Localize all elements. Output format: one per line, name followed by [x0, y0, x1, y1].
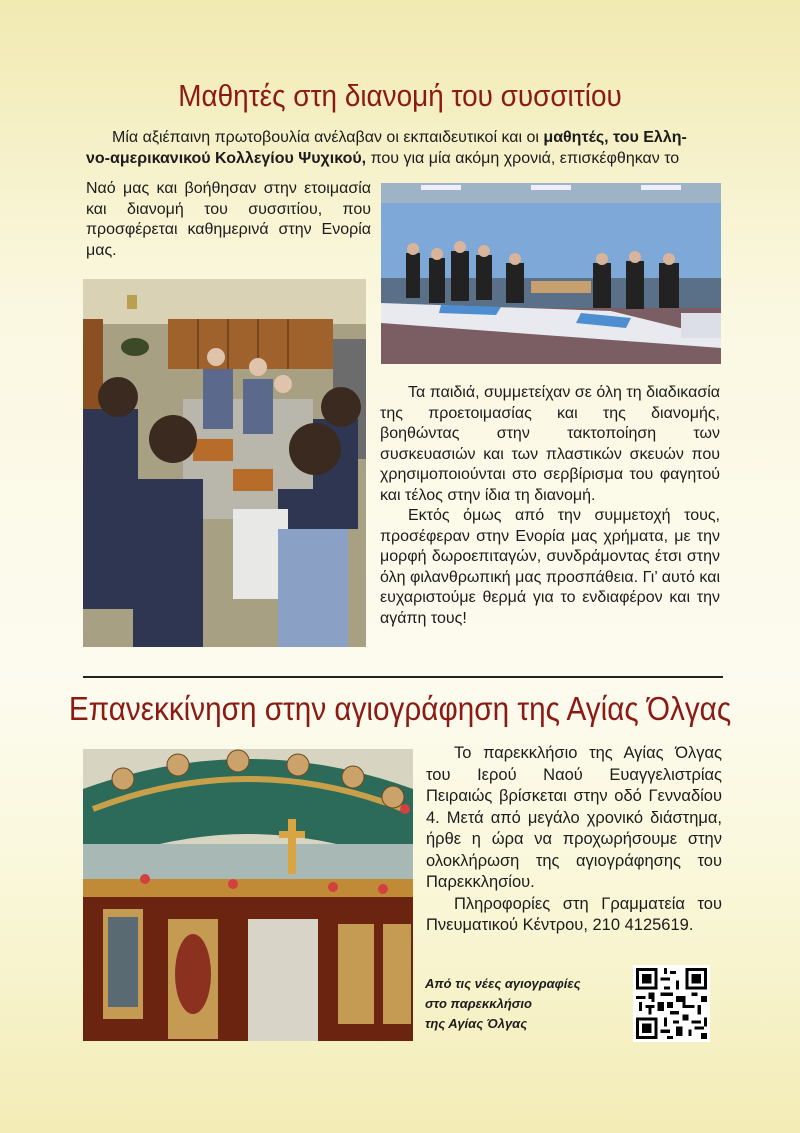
section1-paragraph-3: Εκτός όμως από την συμμετοχή τους, προσέφεραν στην Ενορία μας χρήματα, με την μορφή δωροεπιταγών, συνδράμοντας έτσι στην όλη φιλανθρωπική μας προσπάθεια. Γι’ αυτό και ευχαριστούμε θερμά για το ενδιαφέρον και την αγάπη τους!: [380, 507, 720, 627]
church-photo: [83, 749, 413, 1041]
iconostasis-image: [83, 749, 413, 1041]
caption-line-3: της Αγίας Όλγας: [425, 1016, 528, 1031]
intro-text-pre: Μία αξιέπαινη πρωτοβουλία ανέλαβαν οι εκπαιδευτικοί και οι: [112, 129, 544, 146]
intro-bold-2: νο-αμερικανικού Κολλεγίου Ψυχικού,: [86, 149, 367, 167]
section2-title: Επανεκκίνηση στην αγιογράφηση της Αγίας Όλγας: [68, 690, 732, 727]
kitchen-image: [83, 279, 366, 647]
section2-body: [426, 743, 722, 937]
section1-body: [380, 383, 720, 629]
section1-title: Μαθητές στη διανομή του συσσιτίου: [178, 78, 622, 113]
section2-paragraph-1: Το παρεκκλήσιο της Αγίας Όλγας του Ιερού Ναού Ευαγγελιστρίας Πειραιώς βρίσκεται στην οδό Γενναδίου 4. Μετά από μεγάλο χρονικό διάστημα, ήρθε η ώρα να προχωρήσουμε στην ολοκλήρωση της αγιογράφησης του Παρεκκλησίου.: [426, 744, 722, 891]
dining-hall-image: [381, 183, 721, 364]
intro-text-post: που για μία ακόμη χρονιά, επισκέφθηκαν το: [366, 149, 680, 167]
section-divider: [83, 676, 723, 678]
photo-caption: [425, 974, 625, 1034]
section2-paragraph-2: Πληροφορίες στη Γραμματεία του Πνευματικού Κέντρου, 210 4125619.: [426, 894, 722, 934]
qr-code[interactable]: [633, 965, 710, 1042]
kitchen-photo: [83, 279, 366, 647]
section1-paragraph-2: Τα παιδιά, συμμετείχαν σε όλη τη διαδικασία της προετοιμασίας και της διανομής, βοηθώντας στην τακτοποίηση των συσκευασιών και των πλαστικών σκευών που χρησιμοποιούνται στο σερβίρισμα του φαγητού και τέλος στην ίδια τη διανομή.: [380, 384, 720, 504]
intro-continuation: Ναό μας και βοήθησαν στην ετοιμασία και διανομή του συσσιτίου, που προσφέρεται καθημερινά στην Ενορία μας.: [86, 180, 371, 259]
dining-hall-photo: [381, 183, 721, 364]
intro-bold-1: μαθητές, του Ελλη-: [543, 129, 687, 146]
caption-line-2: στο παρεκκλήσιο: [425, 996, 532, 1011]
qr-code-icon: [633, 965, 710, 1042]
caption-line-1: Από τις νέες αγιογραφίες: [425, 976, 581, 991]
intro-paragraph: [86, 128, 720, 169]
